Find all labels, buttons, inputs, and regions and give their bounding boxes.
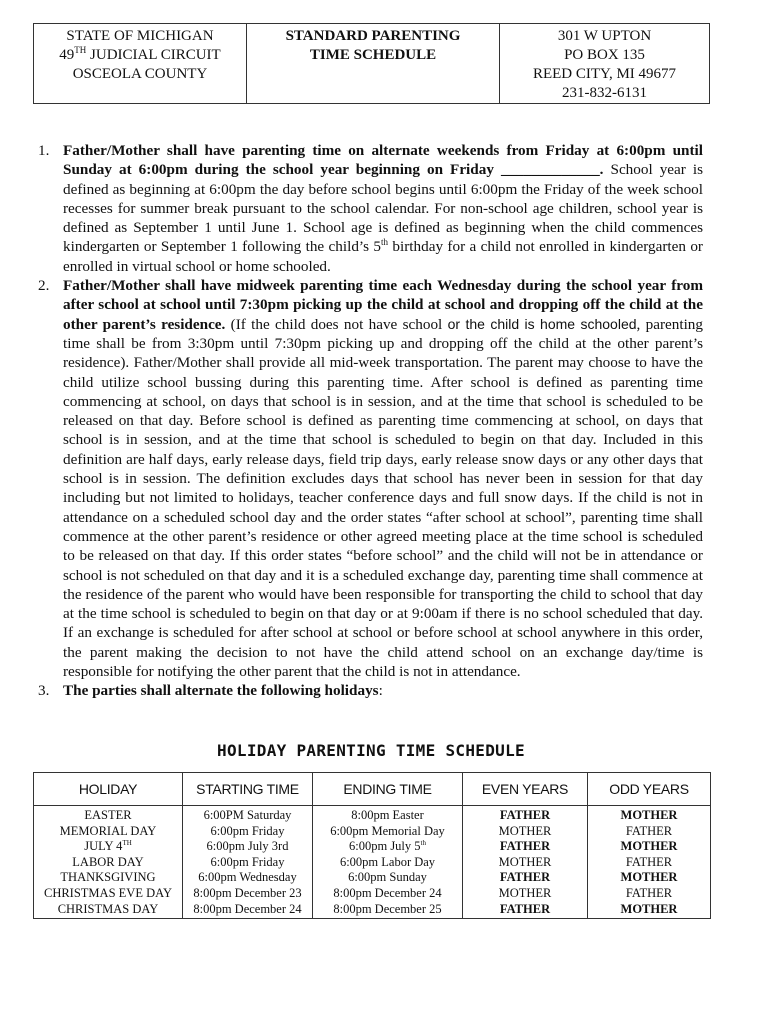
end-time: 6:00pm July 5	[349, 839, 421, 854]
court-info-cell	[34, 24, 247, 104]
even-year-parent: FATHER	[499, 901, 551, 916]
odd-year-parent: MOTHER	[620, 808, 678, 822]
column-header: ODD YEARS	[588, 773, 711, 806]
start-time: 6:00pm July 3rd	[206, 839, 289, 854]
address-city: REED CITY, MI 49677	[532, 66, 677, 82]
end-time: 6:00pm Labor Day	[339, 854, 436, 869]
item-number: 3.	[38, 682, 50, 700]
item-text: (If the child does not have school	[225, 315, 448, 333]
title-line-2: TIME SCHEDULE	[309, 47, 437, 63]
start-time: 6:00pm Friday	[210, 854, 285, 869]
circuit-name: JUDICIAL CIRCUIT	[86, 47, 221, 63]
ordinal-suffix: th	[381, 237, 389, 248]
holiday-name: JULY 4	[84, 839, 123, 854]
item-text: , parenting time shall be from 3:30pm until 7:30pm picking up and dropping off the child at the other parent’s residence). Father/Mother shall provide all mid-week transportation. The parent may choose to have the child utilize school bussing during this parenting time. After school is defined as parenting time commencing at school, on days that school is in session, and at the time that school is scheduled to be released on that day. Before school is defined as parenting time commencing at school, on days that school is in session, and at the time that school is scheduled to begin on that day. Included in this definition are half days, early release days, field trip days, early release snow days or any other days that school is in session. The definition excludes days that school has never been in session for that day including but not limited to holidays, teacher conference days and full snow days. If the child is not in attendance on a scheduled school day and the order states “after school at school”, parenting time shall commence at the other parent’s residence or other agreed meeting place at the time school is scheduled to be released on that day. If this order states “before school” and the child will not be in attendance or school is not scheduled on that day and it is a scheduled exchange day, parenting time shall commence at the residence of the parent who would have been responsible for transporting the child to school that day at the time school is scheduled to begin on that day or at 9:00am if there is no school scheduled that day. If an exchange is scheduled for after school at school or before school at school anywhere in this order, the parent making the decision to not have the child attend school on an exchange day/time is responsible for notifying the other parent that the child is not in attendance.	[63, 315, 703, 681]
odd-year-parent: MOTHER	[620, 901, 678, 916]
item-number: 2.	[38, 277, 50, 295]
odd-years-column	[588, 806, 711, 919]
even-year-parent: FATHER	[499, 839, 551, 854]
address-pobox: PO BOX 135	[564, 47, 645, 63]
ordinal-suffix: TH	[122, 839, 132, 848]
item-bold-text: Father/Mother shall have parenting time on alternate weekends from Friday at 6:00pm until Sunday at 6:00pm during the school year beginning on Friday _____________.	[63, 142, 703, 179]
even-year-parent: FATHER	[499, 870, 551, 885]
column-header: HOLIDAY	[34, 773, 183, 806]
holiday-name: THANKSGIVING	[60, 870, 156, 885]
item-number: 1.	[38, 142, 50, 159]
odd-year-parent: MOTHER	[620, 870, 678, 885]
end-time: 8:00pm December 24	[333, 885, 442, 900]
county-name: OSCEOLA COUNTY	[72, 66, 208, 82]
phone-number: 231-832-6131	[562, 85, 647, 101]
end-column	[313, 806, 463, 919]
holiday-name: CHRISTMAS EVE DAY	[43, 885, 173, 900]
start-column	[183, 806, 313, 919]
odd-year-parent: MOTHER	[620, 839, 678, 854]
document-title-cell	[247, 24, 500, 104]
end-time: 8:00pm Easter	[351, 808, 424, 822]
item-inserted-text: or the child is home schooled	[447, 315, 637, 332]
holiday-name: CHRISTMAS DAY	[57, 901, 159, 916]
list-item	[38, 276, 703, 681]
provisions-list	[38, 141, 703, 701]
item-bold-text: Father/Mother shall have midweek parenting time each Wednesday during the school year from after school at school until 7:30pm picking up the child at school and dropping off the child at the other parent’s residence.	[63, 277, 703, 333]
circuit-ordinal: TH	[74, 45, 87, 55]
start-time: 8:00pm December 24	[193, 901, 302, 916]
end-time: 6:00pm Sunday	[348, 870, 427, 885]
holiday-name: MEMORIAL DAY	[59, 823, 157, 838]
odd-year-parent: FATHER	[625, 885, 673, 900]
holiday-schedule-table	[33, 772, 711, 919]
title-line-1: STANDARD PARENTING	[285, 28, 461, 44]
start-time: 6:00pm Wednesday	[198, 870, 297, 885]
holiday-name: LABOR DAY	[72, 854, 144, 869]
column-header: EVEN YEARS	[463, 773, 588, 806]
end-time: 6:00pm Memorial Day	[330, 823, 445, 838]
even-year-parent: MOTHER	[498, 823, 552, 838]
holiday-name: EASTER	[84, 808, 132, 822]
state-name: STATE OF MICHIGAN	[66, 28, 214, 44]
list-item	[38, 141, 703, 276]
end-time: 8:00pm December 25	[333, 901, 442, 916]
item-text: School year is defined as beginning at 6:00pm the day before school begins until 6:00pm the Friday of the week school recesses for summer break pursuant to the school calendar. For non-school age children, school year is defined as September 1 until June 1. School age is defined as beginning when the child commences kindergarten or September 1 following the child’s 5	[63, 161, 704, 256]
start-time: 6:00PM Saturday	[203, 808, 292, 822]
odd-year-parent: FATHER	[625, 823, 673, 838]
table-row	[34, 806, 711, 919]
holiday-column	[34, 806, 183, 919]
item-bold-text: The parties shall alternate the following holidays	[63, 682, 379, 700]
court-address-cell	[500, 24, 710, 104]
ordinal-suffix: th	[420, 839, 426, 848]
column-header: ENDING TIME	[313, 773, 463, 806]
item-text: birthday for a child not enrolled in kindergarten or enrolled in virtual school or home schooled.	[63, 238, 703, 275]
column-header: STARTING TIME	[183, 773, 313, 806]
schedule-title: HOLIDAY PARENTING TIME SCHEDULE	[217, 741, 525, 760]
even-year-parent: MOTHER	[498, 885, 552, 900]
header-table	[33, 23, 710, 104]
even-years-column	[463, 806, 588, 919]
start-time: 6:00pm Friday	[210, 823, 285, 838]
even-year-parent: FATHER	[499, 808, 551, 822]
table-header-row	[34, 773, 711, 806]
item-text: :	[378, 682, 383, 700]
even-year-parent: MOTHER	[498, 854, 552, 869]
list-item	[38, 681, 703, 700]
odd-year-parent: FATHER	[625, 854, 673, 869]
address-street: 301 W UPTON	[557, 28, 652, 44]
circuit-number: 49	[59, 47, 75, 63]
start-time: 8:00pm December 23	[193, 885, 302, 900]
